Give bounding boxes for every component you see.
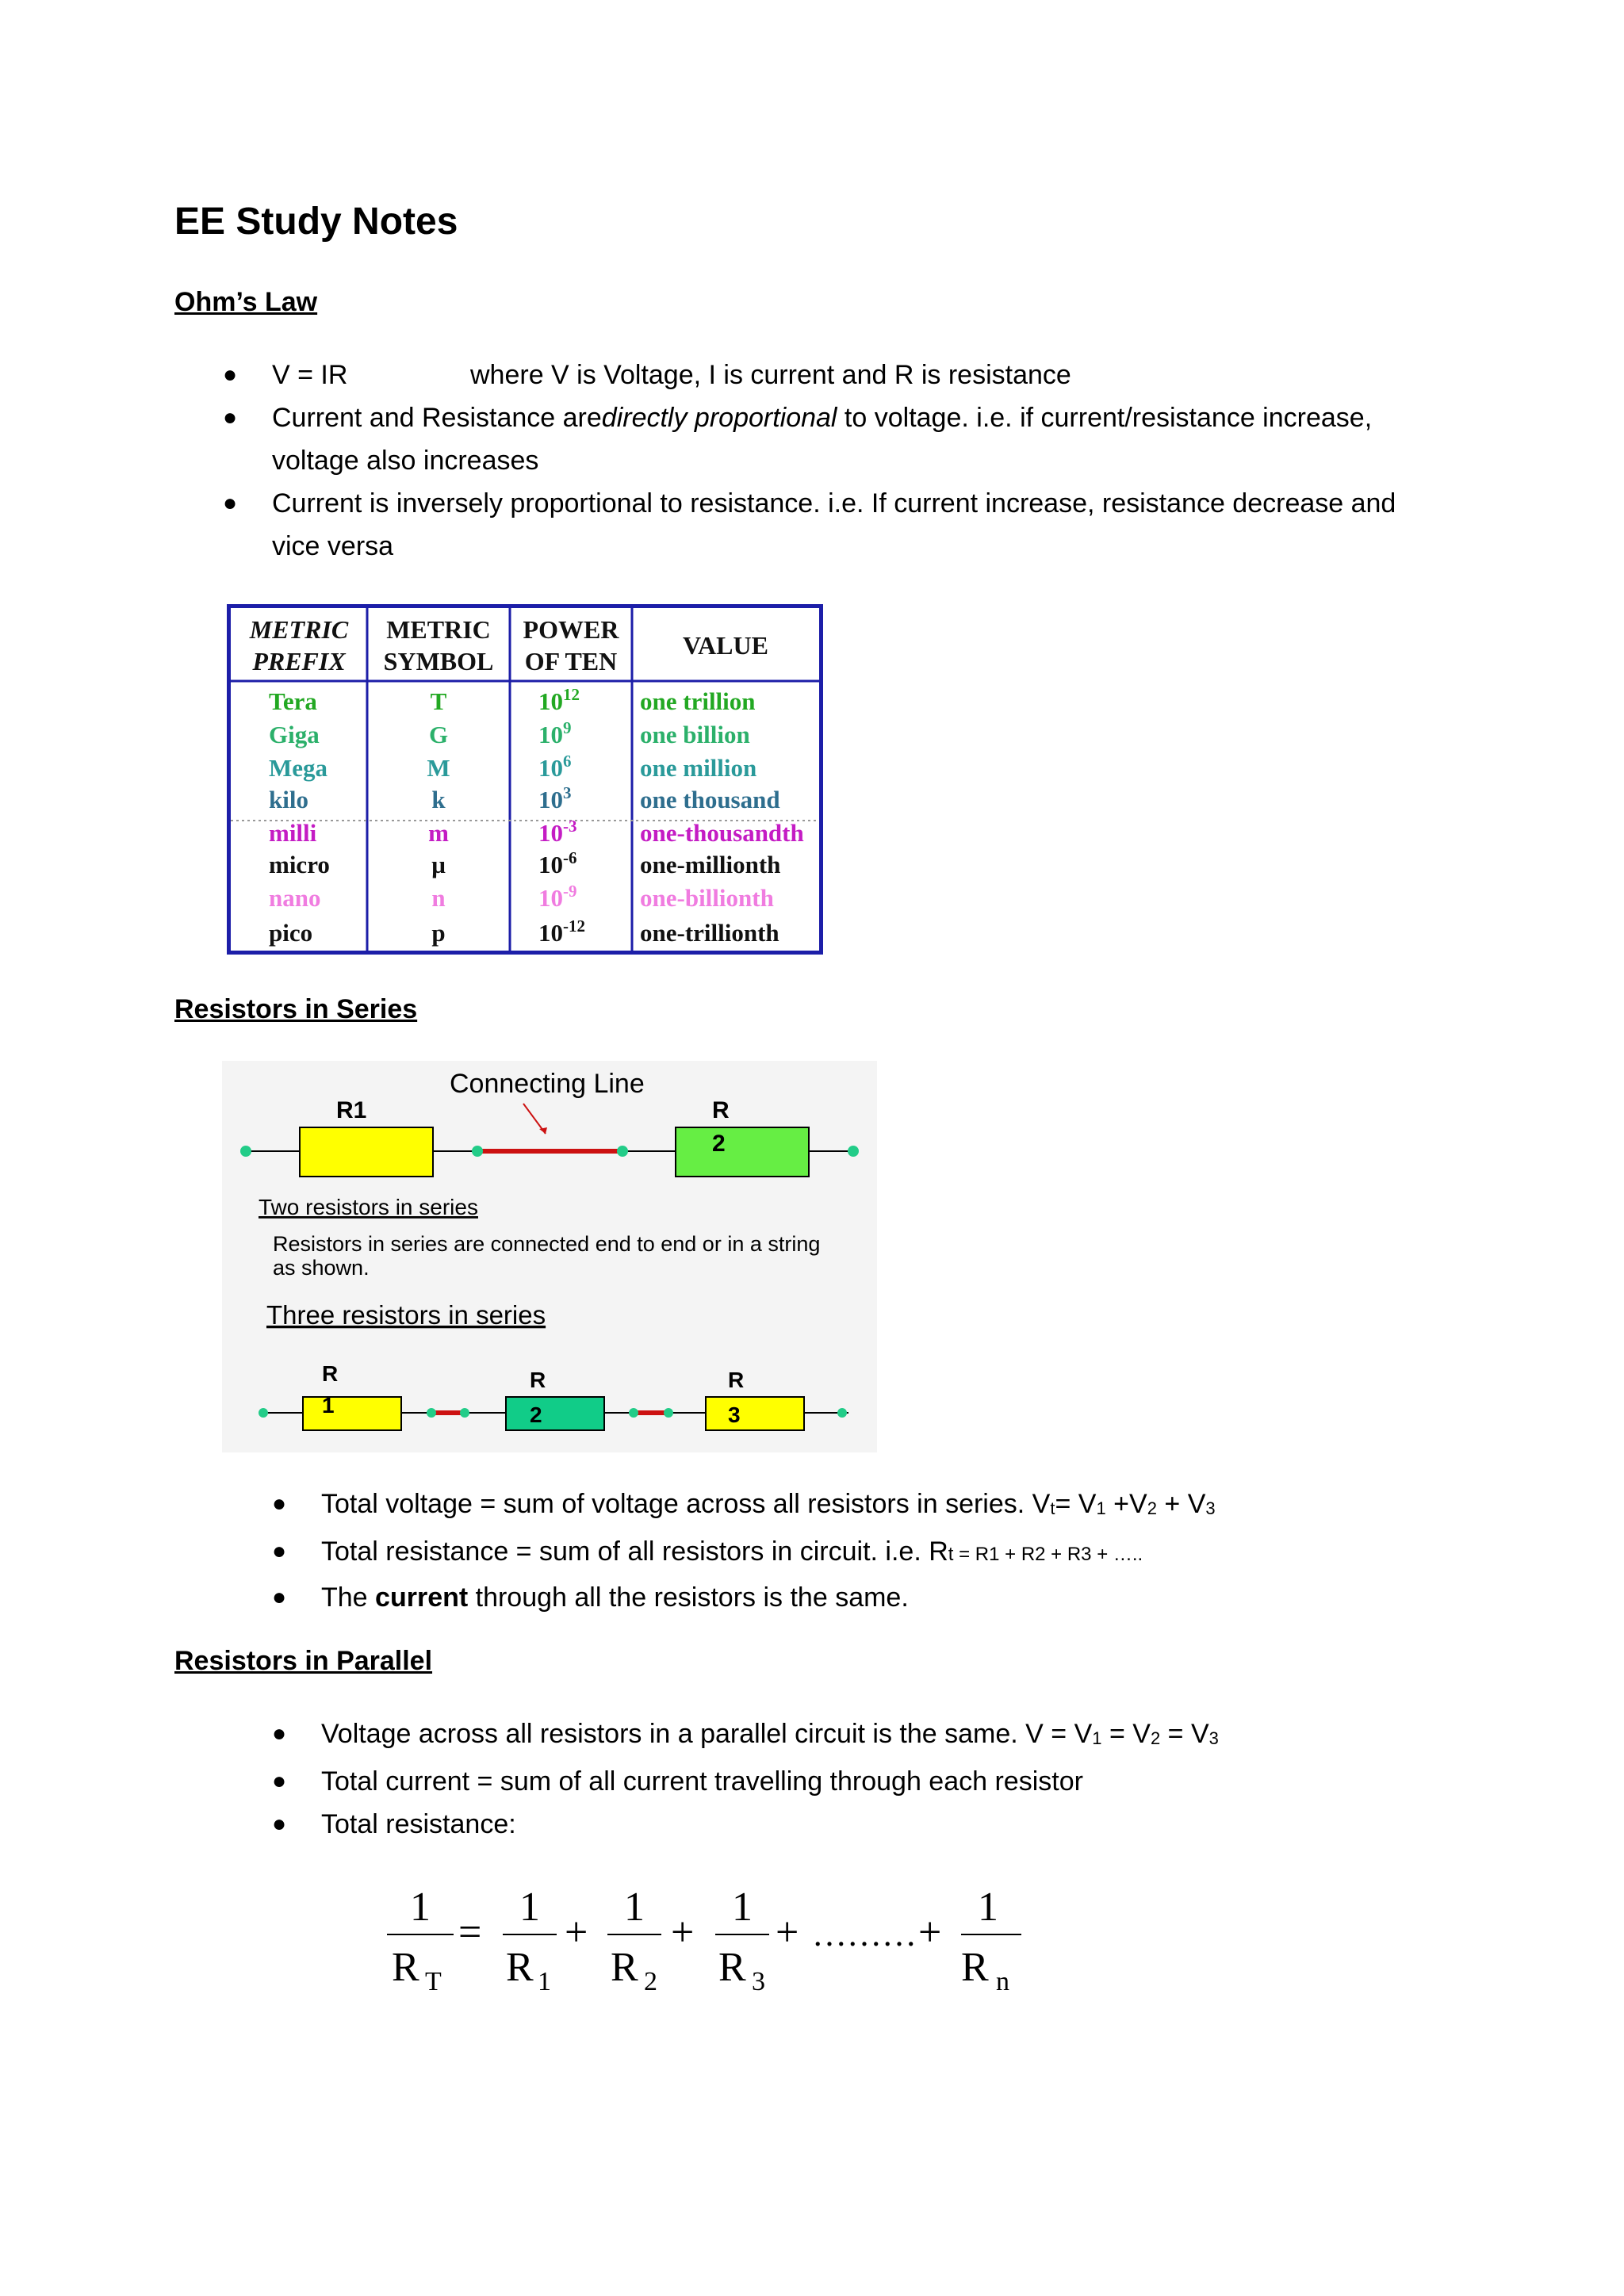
plus-sign: + [565, 1910, 588, 1955]
column-header: POWER [523, 615, 619, 644]
denominator: R [611, 1945, 638, 1990]
metric-symbol: k [431, 786, 446, 813]
power-of-ten: $10^{-12}$ [538, 916, 585, 947]
metric-value: one-trillionth [640, 919, 779, 947]
ohms-law-list [223, 354, 1461, 568]
subscript: 2 [1147, 1498, 1157, 1518]
subscript: 3 [752, 1967, 765, 1996]
metric-symbol: T [430, 687, 447, 715]
resistor-r1 [300, 1127, 433, 1177]
ohms-formula-desc: where V is Voltage, I is current and R is resistance [470, 360, 1071, 390]
column-header: SYMBOL [383, 647, 494, 675]
ohms-formula: V = IR [272, 360, 348, 390]
list-item [272, 1576, 1511, 1619]
terminal [472, 1146, 483, 1157]
bullet-text: Total resistance: [321, 1809, 516, 1839]
subscript: 1 [1096, 1498, 1106, 1518]
metric-prefix: milli [269, 819, 317, 847]
r3-label: R [728, 1368, 745, 1392]
power-of-ten: $10^6$ [538, 752, 572, 782]
column-header: PREFIX [252, 647, 346, 675]
resistor-r2 [676, 1127, 809, 1177]
plus-sign: + [671, 1910, 695, 1955]
connecting-line-label: Connecting Line [450, 1069, 645, 1099]
subscript: T [425, 1967, 442, 1996]
bullet-text: Current is inversely proportional to resistance. i.e. If current increase, resistance decrease and [272, 488, 1396, 519]
arrowhead-icon [539, 1127, 547, 1134]
list-item [272, 1712, 1511, 1760]
terminal [460, 1408, 469, 1418]
column-header: METRIC [249, 615, 349, 644]
list-item [272, 1530, 1511, 1576]
resistor-r1 [303, 1397, 401, 1430]
metric-symbol: n [431, 884, 446, 912]
bullet-text: The [321, 1582, 376, 1613]
metric-value: one-thousandth [640, 819, 804, 847]
three-resistors-title: Three resistors in series [266, 1300, 546, 1330]
list-item [223, 354, 1461, 396]
bullet-text: Current and Resistance are [272, 403, 602, 433]
metric-value: one million [640, 754, 757, 782]
metric-prefix: Mega [269, 754, 328, 782]
bullet-icon: ● [223, 490, 238, 516]
r1-label: R [322, 1361, 339, 1386]
resistor-r3 [706, 1397, 804, 1430]
numerator: 1 [410, 1885, 431, 1930]
power-of-ten: $10^{-9}$ [538, 882, 577, 912]
subscript: t [1050, 1498, 1055, 1518]
subscript: 2 [644, 1967, 657, 1996]
denominator: R [961, 1945, 989, 1990]
parallel-heading: Resistors in Parallel [174, 1646, 433, 1676]
r2-label: R [712, 1097, 730, 1123]
parallel-list [272, 1712, 1511, 1846]
bullet-text: +V [1105, 1489, 1147, 1519]
bullet-text: Total voltage = sum of voltage across all resistors in series. V [321, 1489, 1051, 1519]
r1-label: R1 [336, 1097, 367, 1123]
terminal [664, 1408, 673, 1418]
metric-prefix: kilo [269, 786, 308, 813]
denominator: R [718, 1945, 746, 1990]
subscript: n [996, 1967, 1009, 1996]
terminal [629, 1408, 638, 1418]
series-diagram [222, 1061, 877, 1452]
series-heading: Resistors in Series [174, 994, 418, 1024]
r2-number: 2 [712, 1131, 726, 1157]
ellipsis: ……… [812, 1915, 917, 1954]
bullet-text: Total current = sum of all current travelling through each resistor [321, 1766, 1083, 1797]
numerator: 1 [732, 1885, 753, 1930]
power-of-ten: $10^3$ [538, 783, 572, 813]
metric-symbol: G [428, 721, 449, 748]
terminal [259, 1408, 268, 1418]
list-item [223, 482, 1461, 568]
r1-number: 1 [322, 1393, 335, 1418]
terminal [427, 1408, 436, 1418]
bullet-small-text: t = R1 + R2 + R3 + ….. [948, 1544, 1143, 1565]
metric-symbol: m [428, 819, 449, 847]
subscript: 3 [1205, 1498, 1216, 1518]
power-of-ten: $10^{12}$ [538, 685, 580, 715]
bullet-text: = V [1101, 1719, 1151, 1749]
two-resistors-desc: as shown. [273, 1256, 370, 1280]
metric-value: one-millionth [640, 851, 781, 878]
equals-sign: = [458, 1910, 482, 1955]
bullet-text: + V [1156, 1489, 1206, 1519]
list-item [272, 1483, 1511, 1530]
subscript: 1 [1092, 1728, 1102, 1748]
r2-number: 2 [530, 1402, 542, 1427]
bullet-text: voltage also increases [272, 446, 539, 476]
series-diagram-graphic [222, 1061, 877, 1452]
bold-text: current [375, 1582, 469, 1613]
metric-prefix: pico [269, 919, 313, 947]
bullet-text: vice versa [272, 531, 394, 561]
column-header: VALUE [683, 631, 768, 660]
metric-value: one thousand [640, 786, 780, 813]
list-item [223, 396, 1461, 482]
bullet-text: Total resistance = sum of all resistors in circuit. i.e. R [321, 1536, 948, 1567]
numerator: 1 [978, 1885, 998, 1930]
metric-symbol: M [427, 754, 450, 782]
metric-prefix: Tera [269, 687, 317, 715]
two-resistors-desc: Resistors in series are connected end to end or in a string [273, 1232, 821, 1256]
column-header: METRIC [386, 615, 491, 644]
terminal [240, 1146, 251, 1157]
series-list [272, 1483, 1511, 1619]
plus-sign: + [918, 1910, 942, 1955]
bullet-icon: ● [272, 1768, 287, 1794]
power-of-ten: $10^{-3}$ [538, 817, 577, 847]
denominator: R [392, 1945, 419, 1990]
metric-prefix: nano [269, 884, 321, 912]
subscript: 1 [538, 1967, 551, 1996]
list-item [272, 1760, 1511, 1803]
metric-prefix: Giga [269, 721, 320, 748]
metric-value: one billion [640, 721, 750, 748]
bullet-icon: ● [272, 1720, 287, 1747]
bullet-icon: ● [272, 1811, 287, 1837]
plus-sign: + [776, 1910, 799, 1955]
power-of-ten: $10^{-6}$ [538, 848, 577, 878]
denominator: R [506, 1945, 534, 1990]
metric-value: one-billionth [640, 884, 774, 912]
bullet-icon: ● [223, 362, 238, 388]
subscript: 2 [1150, 1728, 1161, 1748]
r2-label: R [530, 1368, 546, 1392]
terminal [837, 1408, 847, 1418]
r3-number: 3 [728, 1402, 741, 1427]
metric-symbol: p [431, 919, 446, 947]
terminal [617, 1146, 628, 1157]
bullet-icon: ● [223, 404, 238, 430]
metric-symbol: µ [431, 851, 446, 878]
bullet-text: to voltage. i.e. if current/resistance increase, [837, 403, 1373, 433]
metric-prefix: micro [269, 851, 330, 878]
emphasis-text: directly proportional [601, 403, 837, 433]
bullet-text: through all the resistors is the same. [468, 1582, 909, 1613]
bullet-icon: ● [272, 1538, 287, 1564]
terminal [848, 1146, 859, 1157]
bullet-text: = V [1055, 1489, 1097, 1519]
resistor-r2 [506, 1397, 604, 1430]
parallel-resistance-formula [373, 1871, 1039, 2014]
metric-table-graphic [231, 608, 819, 951]
numerator: 1 [519, 1885, 540, 1930]
page-title: EE Study Notes [174, 201, 458, 243]
metric-prefix-table [227, 604, 823, 955]
two-resistors-title: Two resistors in series [259, 1195, 478, 1219]
bullet-text: Voltage across all resistors in a parallel circuit is the same. V = V [321, 1719, 1093, 1749]
bullet-icon: ● [272, 1490, 287, 1517]
bullet-icon: ● [272, 1584, 287, 1610]
column-header: OF TEN [524, 647, 618, 675]
metric-value: one trillion [640, 687, 756, 715]
subscript: 3 [1208, 1728, 1219, 1748]
formula-graphic [373, 1871, 1039, 2014]
ohms-law-heading: Ohm’s Law [174, 287, 318, 317]
bullet-text: = V [1160, 1719, 1209, 1749]
numerator: 1 [624, 1885, 645, 1930]
power-of-ten: $10^9$ [538, 718, 572, 748]
list-item [272, 1803, 1511, 1846]
